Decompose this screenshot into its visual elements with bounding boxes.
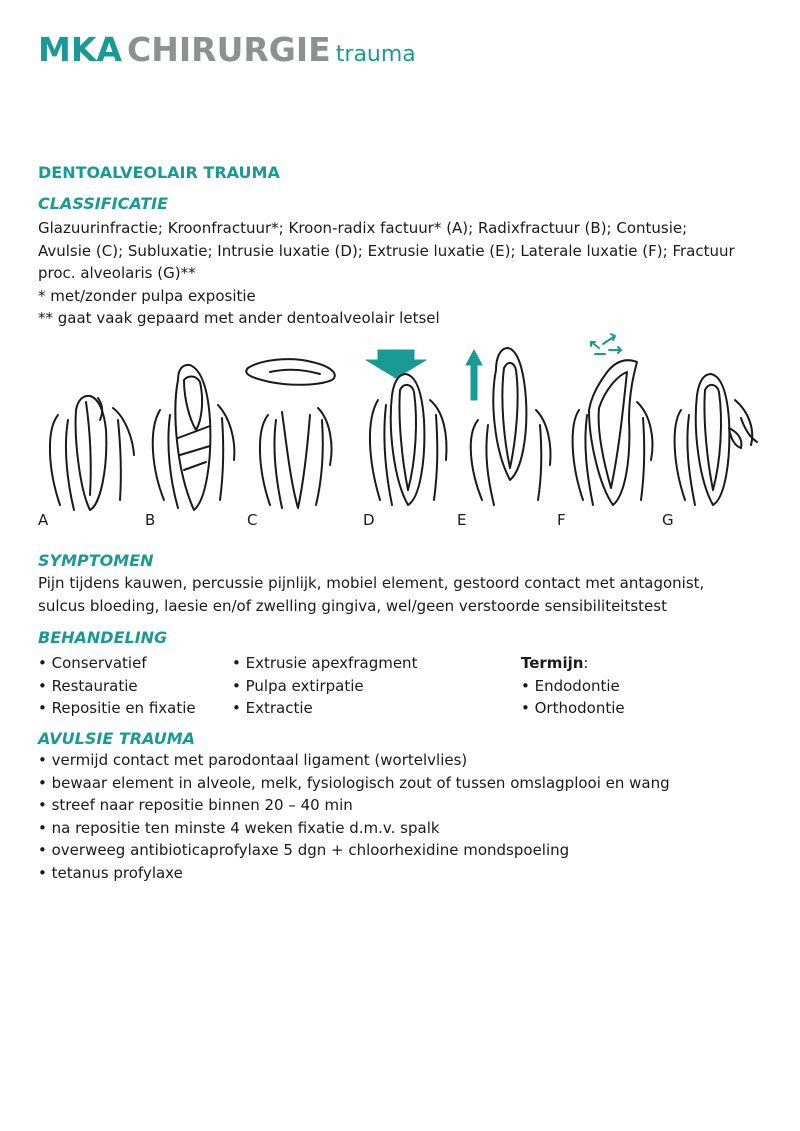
behandeling-column-termijn <box>521 652 625 720</box>
figure-label-e: E <box>457 511 467 529</box>
behandeling-heading: BEHANDELING <box>38 628 168 647</box>
behandeling-column-1 <box>38 652 196 720</box>
symptomen-line: Pijn tijdens kauwen, percussie pijnlijk, mobiel element, gestoord contact met antagonist, <box>38 574 705 592</box>
symptomen-line: sulcus bloeding, laesie en/of zwelling gingiva, wel/geen verstoorde sensibiliteitstest <box>38 596 667 615</box>
list-item: • Repositie en fixatie <box>38 699 196 717</box>
title-chirurgie: CHIRURGIE <box>127 30 331 69</box>
tooth-d-icon <box>366 350 446 505</box>
list-item: • overweeg antibioticaprofylaxe 5 dgn + chloorhexidine mondspoeling <box>38 841 570 859</box>
tooth-a-icon <box>50 396 134 510</box>
tooth-trauma-illustration <box>30 320 770 535</box>
tooth-e-icon <box>466 348 550 505</box>
page-title <box>38 30 416 69</box>
tooth-b-icon <box>153 365 235 510</box>
figure-label-d: D <box>363 511 375 529</box>
classificatie-text <box>38 217 735 330</box>
tooth-f-icon <box>573 334 653 505</box>
termijn-colon: : <box>583 654 589 672</box>
figure-label-g: G <box>662 511 674 529</box>
section-heading: DENTOALVEOLAIR TRAUMA <box>38 163 280 182</box>
list-item: • tetanus profylaxe <box>38 863 183 882</box>
title-trauma: trauma <box>335 42 416 67</box>
figure-label-c: C <box>247 511 258 529</box>
list-item: • Extrusie apexfragment <box>232 654 418 672</box>
classificatie-footnote: * met/zonder pulpa expositie <box>38 286 256 305</box>
tooth-c-icon <box>246 359 335 508</box>
behandeling-column-2 <box>232 652 417 720</box>
classificatie-line: Avulsie (C); Subluxatie; Intrusie luxatie (D); Extrusie luxatie (E); Laterale luxatie (F); Fractuur <box>38 241 735 260</box>
list-item: • Endodontie <box>521 676 620 695</box>
classificatie-line: proc. alveolaris (G)** <box>38 264 196 282</box>
avulsie-heading: AVULSIE TRAUMA <box>38 729 196 748</box>
tooth-g-icon <box>675 374 757 505</box>
list-item: • Pulpa extirpatie <box>232 676 364 695</box>
list-item: • Restauratie <box>38 676 138 695</box>
list-item: • na repositie ten minste 4 weken fixatie d.m.v. spalk <box>38 818 440 837</box>
list-item: • vermijd contact met parodontaal ligament (wortelvlies) <box>38 751 468 769</box>
classificatie-heading: CLASSIFICATIE <box>38 194 169 213</box>
classificatie-line: Glazuurinfractie; Kroonfractuur*; Kroon-radix factuur* (A); Radixfractuur (B); Contusie; <box>38 219 688 237</box>
list-item: • Conservatief <box>38 654 147 672</box>
avulsie-list <box>38 749 670 884</box>
figure-label-a: A <box>38 511 49 529</box>
figure-label-b: B <box>145 511 156 529</box>
symptomen-text <box>38 572 704 617</box>
title-mka: MKA <box>38 30 122 69</box>
termijn-label: Termijn <box>521 654 584 672</box>
list-item: • Extractie <box>232 699 313 717</box>
classificatie-footnote: ** gaat vaak gepaard met ander dentoalveolair letsel <box>38 309 440 327</box>
symptomen-heading: SYMPTOMEN <box>38 551 154 570</box>
termijn-title <box>521 652 625 675</box>
list-item: • streef naar repositie binnen 20 – 40 min <box>38 796 353 814</box>
list-item: • bewaar element in alveole, melk, fysiologisch zout of tussen omslagplooi en wang <box>38 773 670 792</box>
figure-label-f: F <box>557 511 566 529</box>
list-item: • Orthodontie <box>521 699 625 717</box>
